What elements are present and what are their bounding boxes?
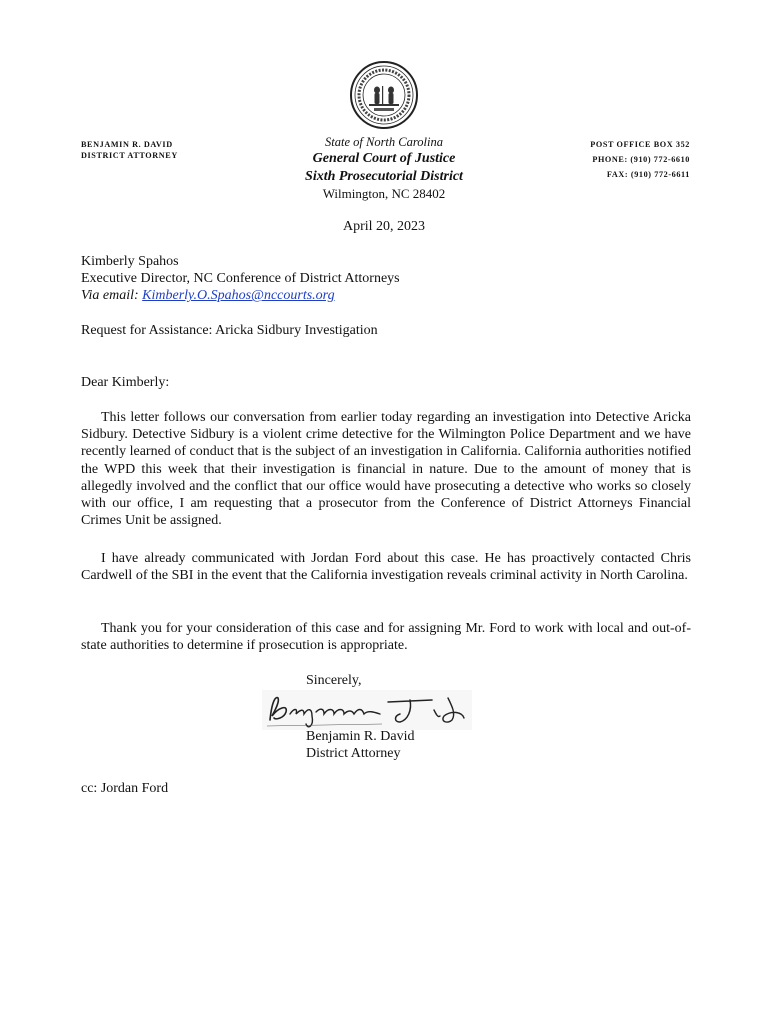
fax-number: FAX: (910) 772-6611 bbox=[606, 170, 690, 179]
signer-block bbox=[306, 728, 415, 762]
body-paragraph-2: I have already communicated with Jordan Ford about this case. He has proactively contacted Chris Cardwell of the SBI in the event that the California investigation reveals criminal activity in North Carolina. bbox=[81, 551, 691, 584]
city-address: Wilmington, NC 28402 bbox=[322, 186, 446, 201]
district-attorney-name: BENJAMIN R. DAVID bbox=[81, 140, 173, 149]
recipient-name: Kimberly Spahos bbox=[81, 254, 179, 269]
recipient-title: Executive Director, NC Conference of District Attorneys bbox=[81, 271, 400, 287]
po-box: POST OFFICE BOX 352 bbox=[590, 140, 690, 149]
letterhead-left bbox=[81, 137, 178, 163]
state-seal-icon bbox=[349, 60, 419, 130]
carbon-copy-line: cc: Jordan Ford bbox=[81, 781, 169, 796]
district-name: Sixth Prosecutorial District bbox=[305, 169, 463, 184]
closing: Sincerely, bbox=[306, 673, 362, 688]
recipient-email-link[interactable]: Kimberly.O.Spahos@nccourts.org bbox=[142, 288, 335, 304]
body-paragraph-1: This letter follows our conversation from earlier today regarding an investigation into Detective Aricka Sidbury. Detective Sidbury is a violent crime detective for the Wilmington Police Department and we have recently learned of conduct that is the subject of an investigation in California. California authorities notified the WPD this week that their investigation is financial in nature. Due to the amount of money that is allegedly involved and the conflict that our office would have prosecuting a detective who works so closely with our office, I am requesting that a prosecutor from the Conference of District Attorneys Financial Crimes Unit be assigned. bbox=[81, 410, 691, 529]
state-name: State of North Carolina bbox=[325, 135, 443, 149]
recipient-email-line bbox=[81, 287, 400, 304]
phone-number: PHONE: (910) 772-6610 bbox=[592, 155, 690, 164]
court-name: General Court of Justice bbox=[312, 151, 456, 166]
signer-name: Benjamin R. David bbox=[306, 729, 415, 744]
body-paragraph-3: Thank you for your consideration of this case and for assigning Mr. Ford to work with local and out-of-state authorities to determine if prosecution is appropriate. bbox=[81, 621, 691, 654]
letter-date: April 20, 2023 bbox=[342, 219, 426, 234]
handwritten-signature bbox=[262, 690, 472, 730]
subject-line: Request for Assistance: Aricka Sidbury Investigation bbox=[81, 323, 378, 338]
signer-title: District Attorney bbox=[306, 746, 401, 762]
district-attorney-title: DISTRICT ATTORNEY bbox=[81, 151, 178, 160]
letterhead-right bbox=[590, 137, 690, 182]
recipient-block bbox=[81, 253, 400, 305]
letterhead-center bbox=[234, 134, 534, 202]
via-email-label: Via email: bbox=[81, 288, 139, 304]
salutation: Dear Kimberly: bbox=[81, 375, 170, 390]
